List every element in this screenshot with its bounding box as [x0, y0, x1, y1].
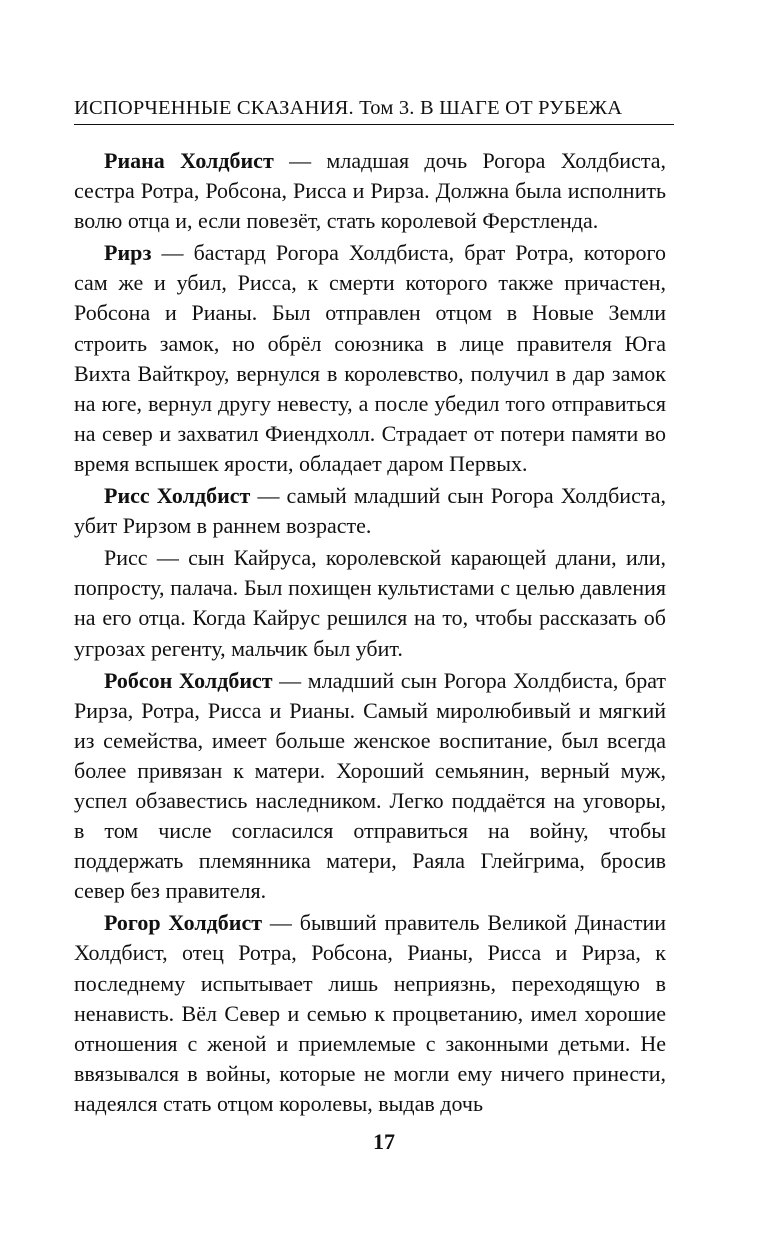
entry-name: Рогор Холдбист — [104, 910, 263, 936]
body-text — [74, 146, 666, 1121]
entry-paragraph — [74, 666, 666, 907]
entry-name: Рисс Холдбист — [104, 483, 251, 509]
entry-name: Рирз — [104, 240, 152, 266]
entry-description: — самый младший сын Рогора Холдбиста, убит Рирзом в раннем возрасте. — [74, 483, 666, 539]
page-number: 17 — [373, 1129, 395, 1154]
entry-name: Робсон Холдбист — [104, 667, 273, 693]
entry-paragraph — [74, 481, 666, 541]
entry-description: — младшая дочь Рогора Холдбиста, сестра Ротра, Робсона, Рисса и Рирза. Должна была исполнить волю отца и, если повезёт, стать королевой Ферстленда. — [74, 148, 666, 234]
entry-paragraph — [74, 543, 666, 663]
entry-paragraph — [74, 146, 666, 236]
entry-name: Риана Холдбист — [104, 148, 274, 173]
running-header: ИСПОРЧЕННЫЕ СКАЗАНИЯ. Том 3. В ШАГЕ ОТ РУБЕЖА — [74, 97, 623, 119]
entry-description: — бастард Рогора Холдбиста, брат Ротра, которого сам же и убил, Рисса, к смерти которого также причастен, Робсона и Рианы. Был отправлен отцом в Новые Земли строить замок, но обрёл союзника в лице правителя Юга Вихта Вайткроу, вернулся в королевство, получил в дар замок на юге, вернул другу невесту, а после убедил того отправиться на север и захватил Фиендхолл. Страдает от потери памяти во время вспышек ярости, обладает даром Первых. — [74, 240, 666, 476]
header-divider — [74, 124, 674, 125]
entry-description: Рисс — сын Кайруса, королевской карающей длани, или, попросту, палача. Был похищен культистами с целью давления на его отца. Когда Кайрус решился на то, чтобы рассказать об угрозах регенту, мальчик был убит. — [74, 545, 666, 661]
entry-paragraph — [74, 238, 666, 479]
entry-paragraph — [74, 908, 666, 1119]
entry-description: — бывший правитель Великой Династии Холдбист, отец Ротра, Робсона, Рианы, Рисса и Рирза, к последнему испытывает лишь неприязнь, переходящую в ненависть. Вёл Север и семью к процветанию, имел хорошие отношения с женой и приемлемые с законными детьми. Не ввязывался в войны, которые не могли ему ничего принести, надеялся стать отцом королевы, выдав дочь — [74, 910, 666, 1116]
entry-description: — младший сын Рогора Холдбиста, брат Рирза, Ротра, Рисса и Рианы. Самый миролюбивый и мягкий из семейства, имеет больше женское воспитание, был всегда более привязан к матери. Хороший семьянин, верный муж, успел обзавестись наследником. Легко поддаётся на уговоры, в том числе согласился отправиться на войну, чтобы поддержать племянника матери, Раяла Глейгрима, бросив север без правителя. — [74, 667, 666, 904]
